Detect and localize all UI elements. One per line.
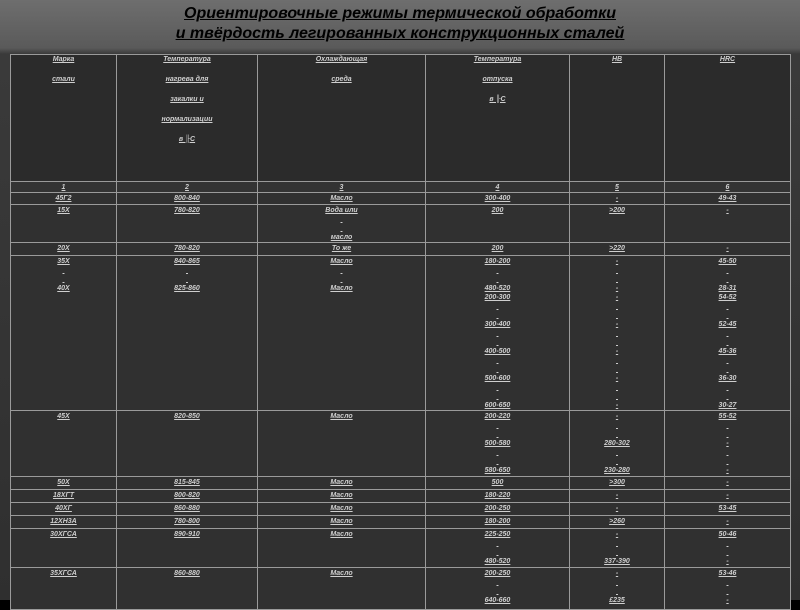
cell-text (427, 275, 568, 284)
cell-text: 12ХН3А (50, 518, 77, 525)
cell-text: - (615, 294, 619, 301)
cell-text (259, 275, 424, 284)
cell-text: 50Х (57, 479, 70, 486)
cell-hrc (665, 205, 791, 243)
cell-hb (570, 193, 665, 205)
header-text: в ╟С (489, 96, 506, 103)
header-text: отпуска (482, 76, 513, 83)
cell-text: 180-200 (484, 518, 511, 525)
header-tempering-temp (426, 55, 570, 182)
header-grade (11, 55, 117, 182)
cell-text (259, 266, 424, 275)
cell-text: - (615, 505, 619, 512)
cell-text: 20Х (57, 245, 70, 252)
cell-text: Масло (330, 479, 353, 486)
cell-hrc (665, 193, 791, 205)
cell-grade (11, 243, 117, 256)
cell-tempering-temp (426, 529, 570, 568)
cell-heating-temp (117, 568, 258, 610)
cell-heating-temp (117, 411, 258, 477)
cell-text: £235 (609, 597, 625, 604)
cell-text: - (726, 518, 729, 525)
cell-grade (11, 529, 117, 568)
cell-text (427, 430, 568, 439)
cell-text: 780-820 (174, 207, 200, 214)
cell-text: Вода или (325, 207, 358, 214)
cell-cooling-medium (258, 490, 426, 503)
cell-text: - (615, 348, 619, 355)
cell-grade (11, 256, 117, 411)
cell-text: 300-400 (484, 321, 511, 328)
cell-text: 54-52 (718, 294, 737, 301)
title-line-2: и твёрдость легированных конструкционных сталей (175, 25, 625, 42)
cell-text: 500-580 (484, 440, 511, 447)
cell-text (427, 421, 568, 430)
table-row (11, 490, 791, 503)
cell-grade (11, 516, 117, 529)
cell-text: 815-845 (174, 479, 200, 486)
cell-text (571, 383, 663, 392)
cell-cooling-medium (258, 205, 426, 243)
cell-text: 500-600 (484, 375, 511, 382)
cell-hb (570, 205, 665, 243)
cell-text: Масло (330, 195, 353, 202)
header-text: HRС (719, 56, 736, 63)
cell-text (666, 338, 789, 347)
cell-text (259, 224, 424, 233)
cell-text: 230-280 (604, 467, 630, 474)
cell-text (571, 578, 663, 587)
cell-text: 45Г2 (55, 195, 72, 202)
cell-text (427, 338, 568, 347)
cell-hrc (665, 529, 791, 568)
steel-treatment-table (10, 54, 791, 610)
cell-heating-temp (117, 490, 258, 503)
cell-heating-temp (117, 529, 258, 568)
cell-heating-temp (117, 205, 258, 243)
cell-heating-temp (117, 477, 258, 490)
cell-hrc (665, 477, 791, 490)
cell-text: 30ХГСА (50, 531, 77, 538)
cell-text: 40ХГ (55, 505, 72, 512)
cell-text (571, 548, 663, 557)
cell-text: 860-880 (174, 505, 200, 512)
cell-text (666, 275, 789, 284)
cell-heating-temp (117, 516, 258, 529)
cell-hb (570, 477, 665, 490)
header-cooling-medium (258, 55, 426, 182)
cell-hrc (665, 568, 791, 610)
cell-text (666, 266, 789, 275)
cell-text: 50-46 (718, 531, 737, 538)
cell-text: - (726, 558, 729, 565)
cell-hrc (665, 256, 791, 411)
cell-text: - (615, 285, 619, 292)
header-text: Марка (52, 56, 75, 63)
cell-text: 480-520 (484, 285, 511, 292)
cell-text: 200-220 (484, 413, 511, 420)
cell-text (118, 266, 256, 275)
cell-text: 15Х (57, 207, 70, 214)
table-row (11, 568, 791, 610)
cell-grade (11, 477, 117, 490)
cell-text: 28-31 (718, 285, 737, 292)
cell-tempering-temp (426, 568, 570, 610)
cell-text: То же (331, 245, 352, 252)
cell-text: - (615, 531, 619, 538)
table-row (11, 529, 791, 568)
cell-text: 825-860 (174, 285, 200, 292)
cell-tempering-temp (426, 490, 570, 503)
cell-tempering-temp (426, 503, 570, 516)
table-body (11, 55, 791, 610)
cell-text (427, 266, 568, 275)
column-number-row (11, 182, 791, 193)
cell-text: - (615, 492, 619, 499)
cell-text: 180-200 (484, 258, 511, 265)
cell-text: 35Х (57, 258, 70, 265)
cell-text (666, 383, 789, 392)
table-row (11, 256, 791, 411)
cell-cooling-medium (258, 477, 426, 490)
cell-text (571, 329, 663, 338)
cell-text (427, 302, 568, 311)
cell-text: 55-52 (718, 413, 737, 420)
cell-heating-temp (117, 503, 258, 516)
cell-text (12, 275, 115, 284)
cell-hb (570, 243, 665, 256)
cell-text: 180-220 (484, 492, 511, 499)
cell-text (571, 302, 663, 311)
cell-text: - (726, 479, 729, 486)
cell-text (571, 457, 663, 466)
header-text: Температура (163, 56, 211, 63)
cell-cooling-medium (258, 516, 426, 529)
cell-text (666, 548, 789, 557)
cell-text (427, 578, 568, 587)
cell-cooling-medium (258, 243, 426, 256)
cell-cooling-medium (258, 503, 426, 516)
header-text: Охлаждающая (315, 56, 368, 63)
table-row (11, 503, 791, 516)
cell-text (571, 392, 663, 401)
cell-text: 30-27 (718, 402, 737, 409)
cell-text: - (726, 492, 729, 499)
cell-text: >300 (609, 479, 625, 486)
cell-hb (570, 490, 665, 503)
table-row (11, 193, 791, 205)
cell-heating-temp (117, 243, 258, 256)
cell-tempering-temp (426, 256, 570, 411)
cell-text: 800-820 (174, 492, 200, 499)
table-row (11, 516, 791, 529)
header-text: среда (331, 76, 352, 83)
cell-cooling-medium (258, 193, 426, 205)
cell-text: Масло (330, 505, 353, 512)
column-number: 6 (665, 182, 791, 193)
cell-text: 53-45 (718, 505, 737, 512)
header-text: закалки и (170, 96, 204, 103)
cell-text: >200 (609, 207, 625, 214)
cell-text: 200-300 (484, 294, 511, 301)
cell-hb (570, 411, 665, 477)
cell-grade (11, 411, 117, 477)
table-row (11, 243, 791, 256)
header-text: нагрева для (165, 76, 209, 83)
cell-heating-temp (117, 256, 258, 411)
cell-text: - (726, 597, 729, 604)
cell-text (666, 302, 789, 311)
cell-text (571, 421, 663, 430)
cell-text (427, 457, 568, 466)
cell-tempering-temp (426, 243, 570, 256)
cell-text: 35ХГСА (50, 570, 77, 577)
header-heating-temp (117, 55, 258, 182)
cell-text: 40Х (57, 285, 70, 292)
cell-text: 200-250 (484, 570, 511, 577)
cell-text: 820-850 (174, 413, 200, 420)
cell-text (666, 587, 789, 596)
cell-hb (570, 529, 665, 568)
cell-text (666, 578, 789, 587)
page-title (0, 4, 800, 44)
cell-text (666, 392, 789, 401)
cell-text (666, 311, 789, 320)
header-hb (570, 55, 665, 182)
cell-text: 780-820 (174, 245, 200, 252)
cell-text: 200-250 (484, 505, 511, 512)
cell-text: Масло (330, 518, 353, 525)
cell-text (12, 266, 115, 275)
column-number: 1 (11, 182, 117, 193)
title-line-1: Ориентировочные режимы термической обработки (184, 5, 616, 22)
cell-text (666, 329, 789, 338)
table-row (11, 477, 791, 490)
cell-text: - (726, 467, 729, 474)
table-row (11, 205, 791, 243)
cell-text: - (726, 440, 729, 447)
column-number: 3 (258, 182, 426, 193)
cell-text: - (615, 570, 619, 577)
cell-text (427, 329, 568, 338)
cell-text: 53-46 (718, 570, 737, 577)
cell-text (571, 356, 663, 365)
header-text: Температура (473, 56, 522, 63)
cell-text: 45-50 (718, 258, 737, 265)
cell-text: - (615, 258, 619, 265)
cell-text: - (615, 195, 619, 202)
cell-text (666, 539, 789, 548)
cell-text: Масло (330, 285, 353, 292)
cell-text (427, 448, 568, 457)
cell-text (666, 421, 789, 430)
cell-text (427, 539, 568, 548)
cell-text: >260 (609, 518, 625, 525)
cell-text: 400-500 (484, 348, 511, 355)
cell-tempering-temp (426, 411, 570, 477)
cell-text (666, 448, 789, 457)
header-text: стали (52, 76, 75, 83)
cell-cooling-medium (258, 529, 426, 568)
cell-grade (11, 490, 117, 503)
cell-text (571, 365, 663, 374)
cell-cooling-medium (258, 568, 426, 610)
cell-text: - (615, 375, 619, 382)
cell-text: - (615, 402, 619, 409)
cell-text (427, 392, 568, 401)
cell-text (571, 430, 663, 439)
cell-tempering-temp (426, 516, 570, 529)
cell-text: 480-520 (484, 558, 511, 565)
column-number: 4 (426, 182, 570, 193)
column-number: 2 (117, 182, 258, 193)
cell-hrc (665, 503, 791, 516)
cell-grade (11, 503, 117, 516)
cell-text: Масло (330, 570, 353, 577)
cell-heating-temp (117, 193, 258, 205)
cell-text (571, 539, 663, 548)
cell-text: 225-250 (484, 531, 511, 538)
cell-text: 52-45 (718, 321, 737, 328)
cell-text: 890-910 (174, 531, 200, 538)
cell-text: 580-650 (484, 467, 511, 474)
cell-cooling-medium (258, 256, 426, 411)
cell-hb (570, 503, 665, 516)
cell-grade (11, 568, 117, 610)
cell-text: 640-660 (484, 597, 511, 604)
cell-hrc (665, 490, 791, 503)
cell-text (427, 365, 568, 374)
cell-text (571, 266, 663, 275)
cell-text: 280-302 (604, 440, 630, 447)
cell-text (259, 215, 424, 224)
cell-grade (11, 193, 117, 205)
cell-hb (570, 568, 665, 610)
cell-text: 45Х (57, 413, 70, 420)
cell-text: Масло (330, 492, 353, 499)
cell-text: Масло (330, 531, 353, 538)
cell-tempering-temp (426, 205, 570, 243)
cell-text: 200 (491, 245, 504, 252)
cell-text (427, 356, 568, 365)
header-hrc (665, 55, 791, 182)
cell-hb (570, 516, 665, 529)
cell-text: - (726, 207, 729, 214)
column-number: 5 (570, 182, 665, 193)
cell-text (427, 383, 568, 392)
cell-text (571, 275, 663, 284)
cell-cooling-medium (258, 411, 426, 477)
cell-text: 300-400 (484, 195, 511, 202)
cell-text (427, 548, 568, 557)
cell-tempering-temp (426, 477, 570, 490)
cell-text (666, 457, 789, 466)
cell-text: 36-30 (718, 375, 737, 382)
cell-text (666, 365, 789, 374)
table-row (11, 411, 791, 477)
cell-text: Масло (330, 258, 353, 265)
cell-text: 840-865 (174, 258, 200, 265)
cell-text: 780-800 (174, 518, 200, 525)
cell-hrc (665, 243, 791, 256)
cell-grade (11, 205, 117, 243)
cell-text: - (726, 245, 729, 252)
cell-text (666, 430, 789, 439)
cell-text (571, 338, 663, 347)
cell-text: 860-880 (174, 570, 200, 577)
cell-text: >220 (609, 245, 625, 252)
cell-text: 600-650 (484, 402, 511, 409)
cell-hb (570, 256, 665, 411)
header-row (11, 55, 791, 182)
cell-text: 337-390 (604, 558, 630, 565)
cell-text: - (615, 321, 619, 328)
cell-text (571, 587, 663, 596)
cell-tempering-temp (426, 193, 570, 205)
cell-text (118, 275, 256, 284)
header-text: нормализации (161, 116, 213, 123)
header-text: НВ (611, 56, 623, 63)
cell-text: 500 (491, 479, 504, 486)
header-text: в ╟С (178, 136, 196, 143)
cell-text: - (615, 413, 619, 420)
cell-text (571, 311, 663, 320)
cell-text: 18ХГТ (52, 492, 75, 499)
cell-text (666, 356, 789, 365)
cell-text: 45-36 (718, 348, 737, 355)
cell-text: Масло (330, 413, 353, 420)
cell-text (571, 448, 663, 457)
cell-hrc (665, 411, 791, 477)
cell-text: масло (330, 234, 353, 241)
cell-text (427, 311, 568, 320)
cell-text: 200 (491, 207, 504, 214)
cell-text: 49-43 (718, 195, 737, 202)
cell-text: 800-840 (174, 195, 200, 202)
cell-text (427, 587, 568, 596)
cell-hrc (665, 516, 791, 529)
